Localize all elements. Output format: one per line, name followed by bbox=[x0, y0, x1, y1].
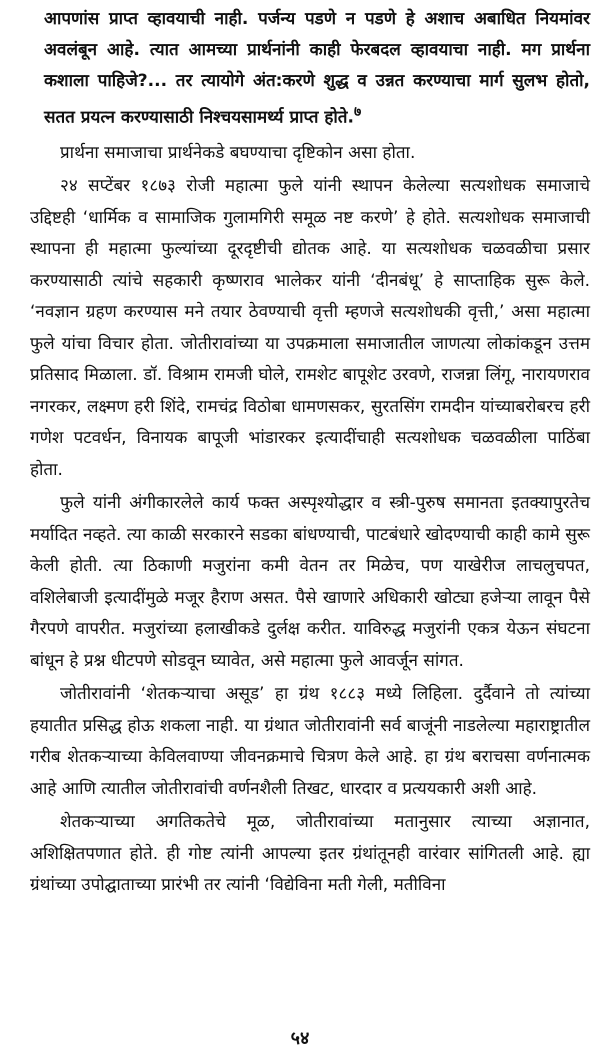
paragraph-satyashodhak-samaj: २४ सप्टेंबर १८७३ रोजी महात्मा फुले यांनी स्थापन केलेल्या सत्यशोधक समाजाचे उद्दिष्टही ‘धार्मिक व सामाजिक गुलामगिरी समूळ नष्ट करणे’ हे होते. सत्यशोधक समाजाची स्थापना ही महात्मा फुल्यांच्या दूरदृष्टीची द्योतक आहे. या सत्यशोधक चळवळीचा प्रसार करण्यासाठी त्यांचे सहकारी कृष्णराव भालेकर यांनी ‘दीनबंधू’ हे साप्ताहिक सुरू केले. ‘नवज्ञान ग्रहण करण्यास मने तयार ठेवण्याची वृत्ती म्हणजे सत्यशोधकी वृत्ती,’ असा महात्मा फुले यांचा विचार होता. जोतीरावांच्या या उपक्रमाला समाजातील जाणत्या लोकांकडून उत्तम प्रतिसाद मिळाला. डॉ. विश्राम रामजी घोले, रामशेट बापूशेट उरवणे, राजन्ना लिंगू, नारायणराव नगरकर, लक्ष्मण हरी शिंदे, रामचंद्र विठोबा धामणसकर, सुरतसिंग रामदीन यांच्याबरोबरच हरी गणेश पटवर्धन, विनायक बापूजी भांडारकर इत्यादींचाही सत्यशोधक चळवळीला पाठिंबा होता. bbox=[30, 176, 590, 480]
footnote-mark: ७ bbox=[353, 104, 362, 120]
paragraph-labour-issues: फुले यांनी अंगीकारलेले कार्य फक्त अस्पृश्योद्धार व स्त्री-पुरुष समानता इतक्यापुरतेच मर्यादित नव्हते. त्या काळी सरकारने सडका बांधण्याची, पाटबंधारे खोदण्याची काही कामे सुरू केली होती. त्या ठिकाणी मजुरांना कमी वेतन तर मिळेच, पण याखेरीज लाचलुचपत, वशिलेबाजी इत्यादींमुळे मजूर हैराण असत. पैसे खाणारे अधिकारी खोट्या हजेऱ्या लावून पैसे गैरपणे वापरीत. मजुरांच्या हलाखीकडे दुर्लक्ष करीत. याविरुद्ध मजुरांनी एकत्र येऊन संघटना बांधून हे प्रश्न धीटपणे सोडवून घ्यावेत, असे महात्मा फुले आवर्जून सांगत. bbox=[30, 493, 590, 671]
quote-text: आपणांस प्राप्त व्हावयाची नाही. पर्जन्य पडणे न पडणे हे अशाच अबाधित नियमांवर अवलंबून आहे. त्यात आमच्या प्रार्थनांनी काही फेरबदल व्हावयाचा नाही. मग प्रार्थना कशाला पाहिजे?... तर त्यायोगे अंत:करणे शुद्ध व उन्नत करण्याचा मार्ग सुलभ होतो, सतत प्रयत्न करण्यासाठी निश्चयसामर्थ्य प्राप्त होते. bbox=[44, 9, 590, 128]
page-number: ५४ bbox=[290, 1028, 310, 1049]
paragraph-shetkaryacha-asud: जोतीरावांनी ‘शेतकऱ्याचा असूड’ हा ग्रंथ १८८३ मध्ये लिहिला. दुर्दैवाने तो त्यांच्या हयातीत प्रसिद्ध होऊ शकला नाही. या ग्रंथात जोतीरावांनी सर्व बाजूंनी नाडलेल्या महाराष्ट्रातील गरीब शेतकऱ्याच्या केविलवाण्या जीवनक्रमाचे चित्रण केले आहे. हा ग्रंथ बराचसा वर्णनात्मक आहे आणि त्यातील जोतीरावांची वर्णनशैली तिखट, धारदार व प्रत्ययकारी अशी आहे. bbox=[30, 684, 590, 799]
block-quote bbox=[30, 4, 590, 134]
paragraph-farmer-ignorance: शेतकऱ्याच्या अगतिकतेचे मूळ, जोतीरावांच्या मतानुसार त्याच्या अज्ञानात, अशिक्षितपणात होते. ही गोष्ट त्यांनी आपल्या इतर ग्रंथांतूनही वारंवार सांगितली आहे. ह्या ग्रंथांच्या उपोद्घाताच्या प्रारंभी तर त्यांनी ‘विद्येविना मती गेली, मतीविना bbox=[30, 812, 590, 896]
paragraph-prarthana-samaj: प्रार्थना समाजाचा प्रार्थनेकडे बघण्याचा दृष्टिकोन असा होता. bbox=[60, 142, 416, 163]
